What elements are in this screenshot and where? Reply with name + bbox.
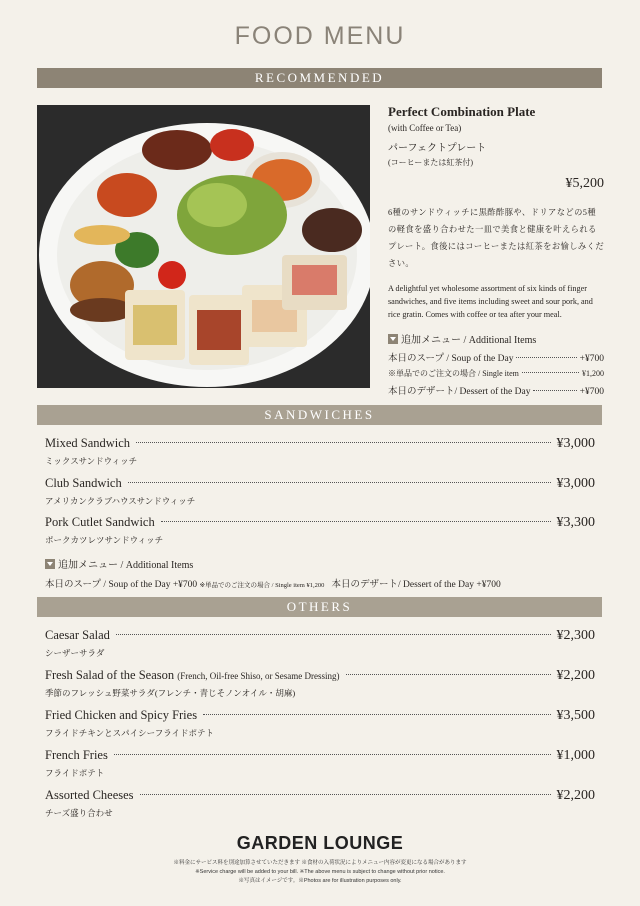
section-sandwiches: SANDWICHES: [37, 405, 602, 425]
item-name-jp: ポークカツレツサンドウィッチ: [45, 535, 164, 545]
item-name-jp: フライドポテト: [45, 768, 105, 778]
plate-photo: [37, 105, 370, 388]
leader-dots: [161, 521, 551, 522]
menu-item: [45, 708, 595, 739]
menu-item: [45, 436, 595, 467]
additional-label: 本日のデザート/ Dessert of the Day: [388, 387, 531, 397]
additional-price: ¥1,200: [582, 369, 604, 378]
item-price: ¥3,500: [556, 708, 595, 723]
item-name: French Fries: [45, 748, 108, 762]
menu-item: [45, 515, 595, 546]
additional-header: [388, 331, 604, 346]
item-name-jp: ミックスサンドウィッチ: [45, 456, 138, 466]
leader-dots: [516, 357, 576, 358]
recommended-sub-jp: (コーヒーまたは紅茶付): [388, 158, 474, 167]
menu-item: [45, 748, 595, 779]
recommended-price: ¥5,200: [565, 176, 604, 191]
triangle-down-icon: [45, 559, 55, 569]
item-name-text: Fresh Salad of the Season: [45, 668, 175, 682]
leader-dots: [114, 754, 551, 755]
additional-row: [388, 368, 604, 379]
menu-item: [45, 628, 595, 659]
leader-dots: [522, 372, 579, 373]
footer-notes: [0, 859, 640, 886]
garden-lounge-logo: GARDEN LOUNGE: [236, 833, 404, 853]
footer-line: ※写真はイメージです。※Photos are for illustration purposes only.: [238, 878, 402, 884]
leader-dots: [346, 674, 551, 675]
menu-item: [45, 476, 595, 507]
sandwich-additional: [45, 556, 600, 590]
item-name-jp: アメリカンクラブハウスサンドウィッチ: [45, 496, 196, 506]
item-name-jp: フライドチキンとスパイシーフライドポテト: [45, 728, 214, 738]
item-price: ¥2,200: [556, 788, 595, 803]
additional-label: 本日のスープ / Soup of the Day: [388, 354, 514, 364]
additional-price: +¥700: [579, 354, 604, 364]
additional-label: ※単品でのご注文の場合 / Single item: [388, 369, 519, 378]
leader-dots: [116, 634, 551, 635]
item-name: Mixed Sandwich: [45, 436, 131, 450]
item-price: ¥1,000: [556, 748, 595, 763]
menu-title: FOOD MENU: [234, 22, 406, 50]
item-name: Assorted Cheeses: [45, 788, 134, 802]
section-others: OTHERS: [37, 597, 602, 617]
recommended-name-jp: パーフェクトプレート: [388, 143, 487, 154]
item-name: Caesar Salad: [45, 628, 110, 642]
leader-dots: [140, 794, 551, 795]
menu-item: [45, 788, 595, 819]
soup-option: 本日のスープ / Soup of the Day +¥700: [45, 580, 198, 590]
item-price: ¥3,300: [556, 515, 595, 530]
leader-dots: [203, 714, 550, 715]
single-item-note: ※単品でのご注文の場合 / Single item ¥1,200: [199, 582, 325, 589]
item-name: [45, 668, 340, 683]
item-name-jp: 季節のフレッシュ野菜サラダ(フレンチ・青じそノンオイル・胡麻): [45, 688, 296, 698]
recommended-sub: (with Coffee or Tea): [388, 123, 462, 133]
additional-row: [388, 350, 604, 364]
footer-line: ※料金にサービス料を別途加算させていただきます ※食材の入荷状況によりメニュー内容が変更になる場合があります: [173, 860, 467, 866]
dessert-option: 本日のデザート/ Dessert of the Day +¥700: [331, 580, 501, 590]
item-name-jp: シーザーサラダ: [45, 648, 105, 658]
leader-dots: [533, 390, 576, 391]
leader-dots: [128, 482, 551, 483]
leader-dots: [136, 442, 550, 443]
recommended-name: Perfect Combination Plate: [388, 104, 536, 119]
item-price: ¥3,000: [556, 476, 595, 491]
item-name: Fried Chicken and Spicy Fries: [45, 708, 198, 722]
item-name-jp: チーズ盛り合わせ: [45, 808, 113, 818]
item-note: (French, Oil-free Shiso, or Sesame Dressing): [177, 671, 340, 681]
item-name: Club Sandwich: [45, 476, 122, 490]
additional-price: +¥700: [579, 387, 604, 397]
recommended-desc-en: A delightful yet wholesome assortment of six kinds of finger sandwiches, and five items including sweet and sour pork, and rice gratin. Comes with coffee or tea after your meal.: [388, 284, 593, 319]
item-price: ¥2,300: [556, 628, 595, 643]
footer-line: ※Service charge will be added to your bill. ※The above menu is subject to change without prior notice.: [195, 869, 445, 875]
item-price: ¥2,200: [556, 668, 595, 683]
recommended-desc-jp: 6種のサンドウィッチに黒酢酢豚や、ドリアなどの5種の軽食を盛り合わせた一皿で美食と健康を叶えられるプレート。食後にはコーヒーまたは紅茶をお愉しみください。: [388, 208, 605, 268]
additional-header-label: 追加メニュー / Additional Items: [58, 560, 194, 571]
additional-row: [388, 383, 604, 397]
menu-item: [45, 668, 595, 699]
recommended-details: [388, 104, 604, 397]
item-price: ¥3,000: [556, 436, 595, 451]
item-name: Pork Cutlet Sandwich: [45, 515, 155, 529]
triangle-down-icon: [388, 334, 398, 344]
additional-header-label: 追加メニュー / Additional Items: [401, 335, 537, 346]
section-recommended: RECOMMENDED: [37, 68, 602, 88]
